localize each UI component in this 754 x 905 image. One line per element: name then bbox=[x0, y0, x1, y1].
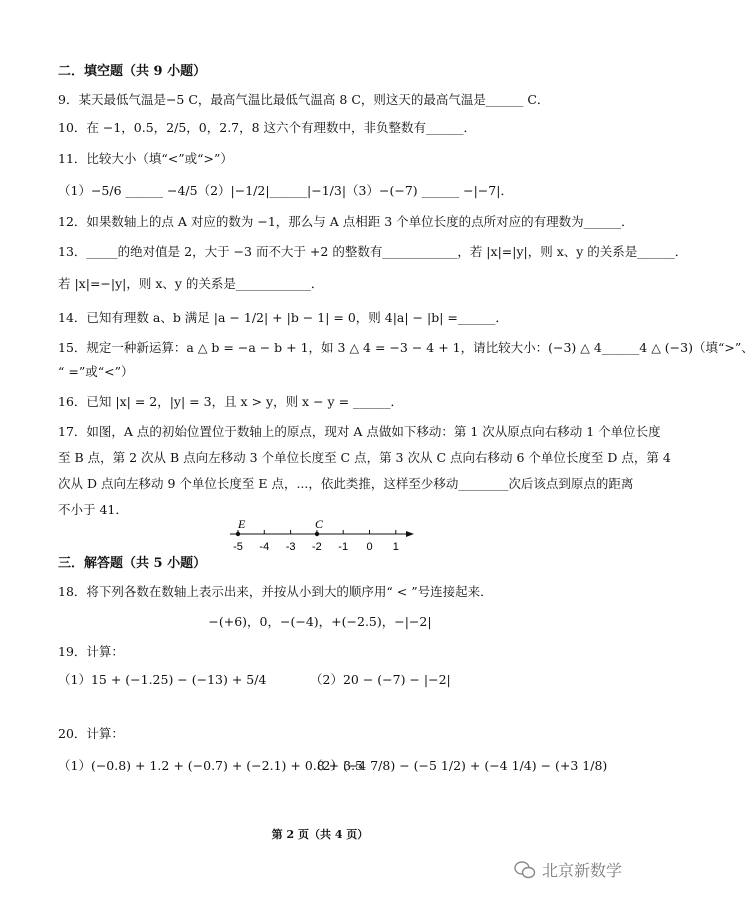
question-16: 16．已知 |x| = 2，|y| = 3，且 x > y，则 x − y = ______． bbox=[58, 394, 404, 409]
point-e-label: E bbox=[238, 517, 246, 531]
point-e-dot bbox=[236, 532, 240, 536]
question-12: 12．如果数轴上的点 A 对应的数为 −1，那么与 A 点相距 3 个单位长度的点所对应的有理数为______． bbox=[58, 214, 634, 229]
number-line-tick-label: 1 bbox=[392, 541, 399, 553]
point-c-label: C bbox=[315, 517, 324, 531]
question-19-part2: （2）20 − (−7) − |−2| bbox=[310, 672, 451, 687]
number-line-figure bbox=[228, 517, 418, 556]
question-19-stem: 19．计算： bbox=[58, 644, 124, 659]
watermark bbox=[514, 858, 622, 881]
question-9: 9．某天最低气温是−5 C，最高气温比最低气温高 8 C，则这天的最高气温是______ C． bbox=[58, 92, 550, 107]
question-20-part2: （2）(−4 7/8) − (−5 1/2) + (−4 1/4) − (+3 1/8) bbox=[310, 758, 608, 773]
question-10: 10．在 −1，0.5，2/5，0，2.7，8 这六个有理数中，非负整数有______． bbox=[58, 120, 477, 135]
question-11-parts: （1）−5/6 ______ −4/5（2）|−1/2|______|−1/3|（3）−(−7) ______ −|−7|． bbox=[58, 183, 513, 198]
question-15-line2: “ =”或“<”） bbox=[58, 364, 134, 379]
question-17-line4: 不小于 41． bbox=[58, 502, 128, 517]
watermark-text: 北京新数学 bbox=[541, 861, 622, 880]
question-13-line2: 若 |x|=−|y|，则 x、y 的关系是____________． bbox=[58, 276, 324, 291]
section-2-title: 二．填空题（共 9 小题） bbox=[58, 64, 207, 79]
page-footer: 第 2 页（共 4 页） bbox=[271, 828, 369, 841]
section-3-title: 三．解答题（共 5 小题） bbox=[58, 556, 207, 571]
point-c-dot bbox=[315, 532, 319, 536]
number-line-tick-label: -1 bbox=[338, 541, 349, 553]
question-20-part1: （1）(−0.8) + 1.2 + (−0.7) + (−2.1) + 0.8 + 3.5 bbox=[58, 758, 364, 773]
number-line-tick-label: -2 bbox=[312, 541, 322, 553]
question-14: 14．已知有理数 a、b 满足 |a − 1/2| + |b − 1| = 0，则 4|a| − |b| =______． bbox=[58, 310, 508, 325]
question-17-line1: 17．如图，A 点的初始位置位于数轴上的原点，现对 A 点做如下移动：第 1 次从原点向右移动 1 个单位长度 bbox=[58, 424, 661, 439]
question-11-stem: 11．比较大小（填“<”或“>”） bbox=[58, 151, 233, 166]
number-line-tick-label: 0 bbox=[366, 541, 373, 553]
question-19-part1: （1）15 + (−1.25) − (−13) + 5/4 bbox=[58, 672, 267, 687]
question-15-line1: 15．规定一种新运算：a △ b = −a − b + 1，如 3 △ 4 = −3 − 4 + 1，请比较大小：(−3) △ 4______4 △ (−3)（填“>”、 bbox=[58, 340, 754, 355]
wechat-icon bbox=[514, 860, 536, 880]
number-line-arrow bbox=[406, 531, 414, 537]
question-17-line2: 至 B 点，第 2 次从 B 点向左移动 3 个单位长度至 C 点，第 3 次从 C 点向右移动 6 个单位长度至 D 点，第 4 bbox=[58, 450, 671, 465]
question-18-numbers: −(+6)，0，−(−4)，+(−2.5)，−|−2| bbox=[208, 614, 432, 629]
number-line-tick-label: -5 bbox=[233, 541, 243, 553]
question-13-line1: 13．_____的绝对值是 2，大于 −3 而不大于 +2 的整数有____________，若 |x|=|y|，则 x、y 的关系是______． bbox=[58, 244, 688, 259]
question-18-line1: 18．将下列各数在数轴上表示出来，并按从小到大的顺序用“ < ”号连接起来． bbox=[58, 584, 493, 599]
number-line-tick-label: -4 bbox=[259, 541, 270, 553]
question-17-line3: 次从 D 点向左移动 9 个单位长度至 E 点，...，依此类推，这样至少移动________次后该点到原点的距离 bbox=[58, 476, 634, 491]
question-20-stem: 20．计算： bbox=[58, 726, 124, 741]
number-line-tick-label: -3 bbox=[285, 541, 296, 553]
